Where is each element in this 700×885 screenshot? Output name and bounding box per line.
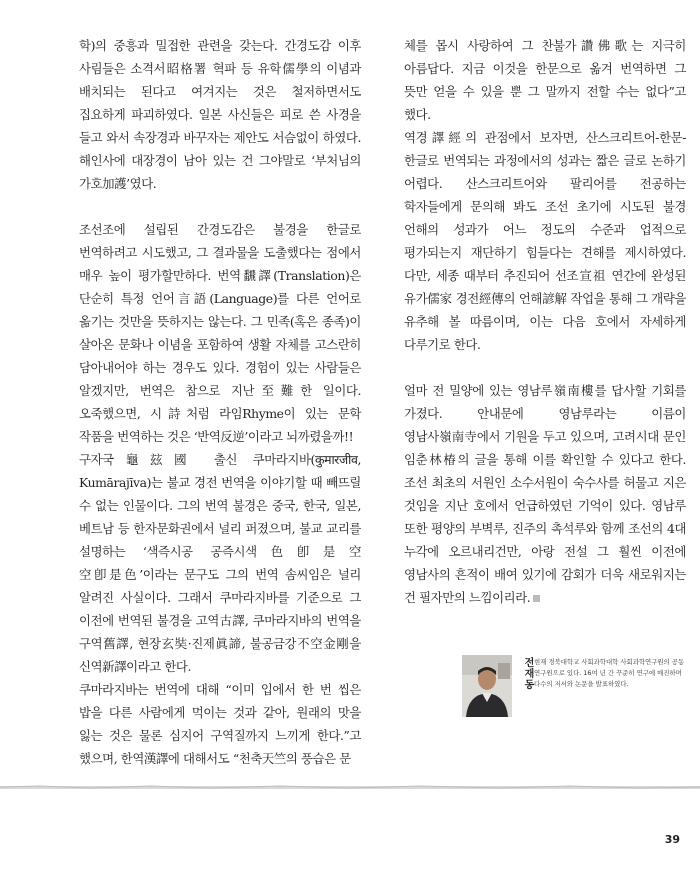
- paragraph-gap: [79, 195, 361, 218]
- paragraph: [404, 379, 686, 609]
- paragraph: 쿠마라지바는 번역에 대해 “이미 입에서 한 번 씹은 밥을 다른 사람에게 먹이는 것과 같아, 원래의 맛을 잃는 것은 물론 심지어 구역질까지 느끼게 한다.”고 했으며, 한역漢譯에 대해서도 “천축天竺의 풍습은 문: [79, 682, 361, 766]
- author-photo: [462, 655, 512, 717]
- paragraph: 구자국龜玆國 출신 쿠마라지바(कुमारजीव, Kumārajīva)는 불교 경전 번역을 이야기할 때 빼뜨릴 수 없는 인물이다. 그의 번역 불경은 중국, 한국, 일본, 베트남 등 한자문화권에서 널리 퍼졌으며, 불교 교리를 설명하는 ‘색즉시공 공즉시색色卽是空 空卽是色’이라는 문구도 그의 번역 솜씨임은 널리 알려진 사실이다. 그래서 쿠마라지바를 기준으로 그 이전에 번역된 불경을 고역古譯, 쿠마라지바의 번역을 구역舊譯, 현장玄奘·진제眞諦, 불공금강不空金剛을 신역新譯이라고 한다.: [79, 452, 361, 674]
- right-column: [404, 34, 686, 609]
- left-column: [79, 34, 361, 770]
- paragraph: 조선조에 설립된 간경도감은 불경을 한글로 번역하려고 시도했고, 그 결과물을 도출했다는 점에서 매우 높이 평가할만하다. 번역飜譯(Translation)은 단순히 특정 언어言語(Language)를 다른 언어로 옮기는 것만을 뜻하지는 않는다. 그 민족(혹은 종족)이 살아온 문화나 이념을 포함하여 생활 자체를 고스란히 담아내어야 하는 경우도 있다. 경험이 있는 사람들은 알겠지만, 번역은 참으로 지난至難한 일이다. 오죽했으면, 시詩처럼 라임Rhyme이 있는 문학 작품을 번역하는 것은 ‘반역反逆’이라고 뇌까렸을까!!: [79, 222, 361, 444]
- portrait-icon: [462, 655, 512, 717]
- paragraph: 역경譯經의 관점에서 보자면, 산스크리트어-한문-한글로 번역되는 과정에서의 성과는 짧은 글로 논하기 어렵다. 산스크리트어와 팔리어를 전공하는 학자들에게 문의해 봐도 조선 초기에 시도된 불경 언해의 성과가 어느 정도의 수준과 업적으로 평가되는지 재단하기 힘들다는 견해를 제시하였다. 다만, 세종 때부터 추진되어 선조宣祖 연간에 완성된 유가儒家 경전經傳의 언해諺解 작업을 통해 그 개략을 유추해 볼 따름이며, 이는 다음 호에서 자세하게 다루기로 한다.: [404, 130, 686, 352]
- page-number: 39: [664, 833, 680, 846]
- paragraph: 학)의 중흥과 밀접한 관련을 갖는다. 간경도감 이후 사림들은 소격서昭格署 혁파 등 유학儒學의 이념과 배치되는 된다고 여겨지는 것은 철저하면서도 집요하게 파괴하였다. 일본 사신들은 피로 쓴 사경을 들고 와서 속장경과 바꾸자는 제안도 서슴없이 하였다. 해인사에 대장경이 남아 있는 건 그야말로 ‘부처님의 가호加護’였다.: [79, 38, 361, 191]
- torn-divider: [0, 783, 700, 792]
- end-mark-icon: [533, 595, 540, 602]
- author-bio: 현재 경북대학교 사회과학대학 사회과학연구원의 공동연구원으로 있다. 16여 년 간 꾸준히 연구에 매진하며 다수의 저서와 논문을 발표하였다.: [534, 658, 685, 688]
- author-name: 전재동: [522, 657, 533, 690]
- paragraph: 체를 몹시 사랑하여 그 찬불가讚佛歌는 지극히 아름답다. 지금 이것을 한문으로 옮겨 번역하면 그 뜻만 얻을 수 있을 뿐 그 말까지 전할 수는 없다”고 했다.: [404, 38, 686, 122]
- author-box: [462, 655, 690, 717]
- paragraph-gap: [404, 356, 686, 379]
- paragraph-text: 얼마 전 밀양에 있는 영남루嶺南樓를 답사할 기회를 가졌다. 안내문에 영남루라는 이름이 영남사嶺南寺에서 기원을 두고 있으며, 고려시대 문인 임춘林椿의 글을 통해 이를 확인할 수 있다고 한다. 조선 최초의 서원인 소수서원이 숙수사를 허물고 지은 것임을 지난 호에서 언급하였던 기억이 있다. 영남루 또한 평양의 부벽루, 진주의 촉석루와 함께 조선의 4대 누각에 오르내리건만, 아랑 전설 그 훨씬 이전에 영남사의 흔적이 배여 있기에 감회가 더욱 새로워지는 건 필자만의 느낌이리라.: [404, 383, 686, 605]
